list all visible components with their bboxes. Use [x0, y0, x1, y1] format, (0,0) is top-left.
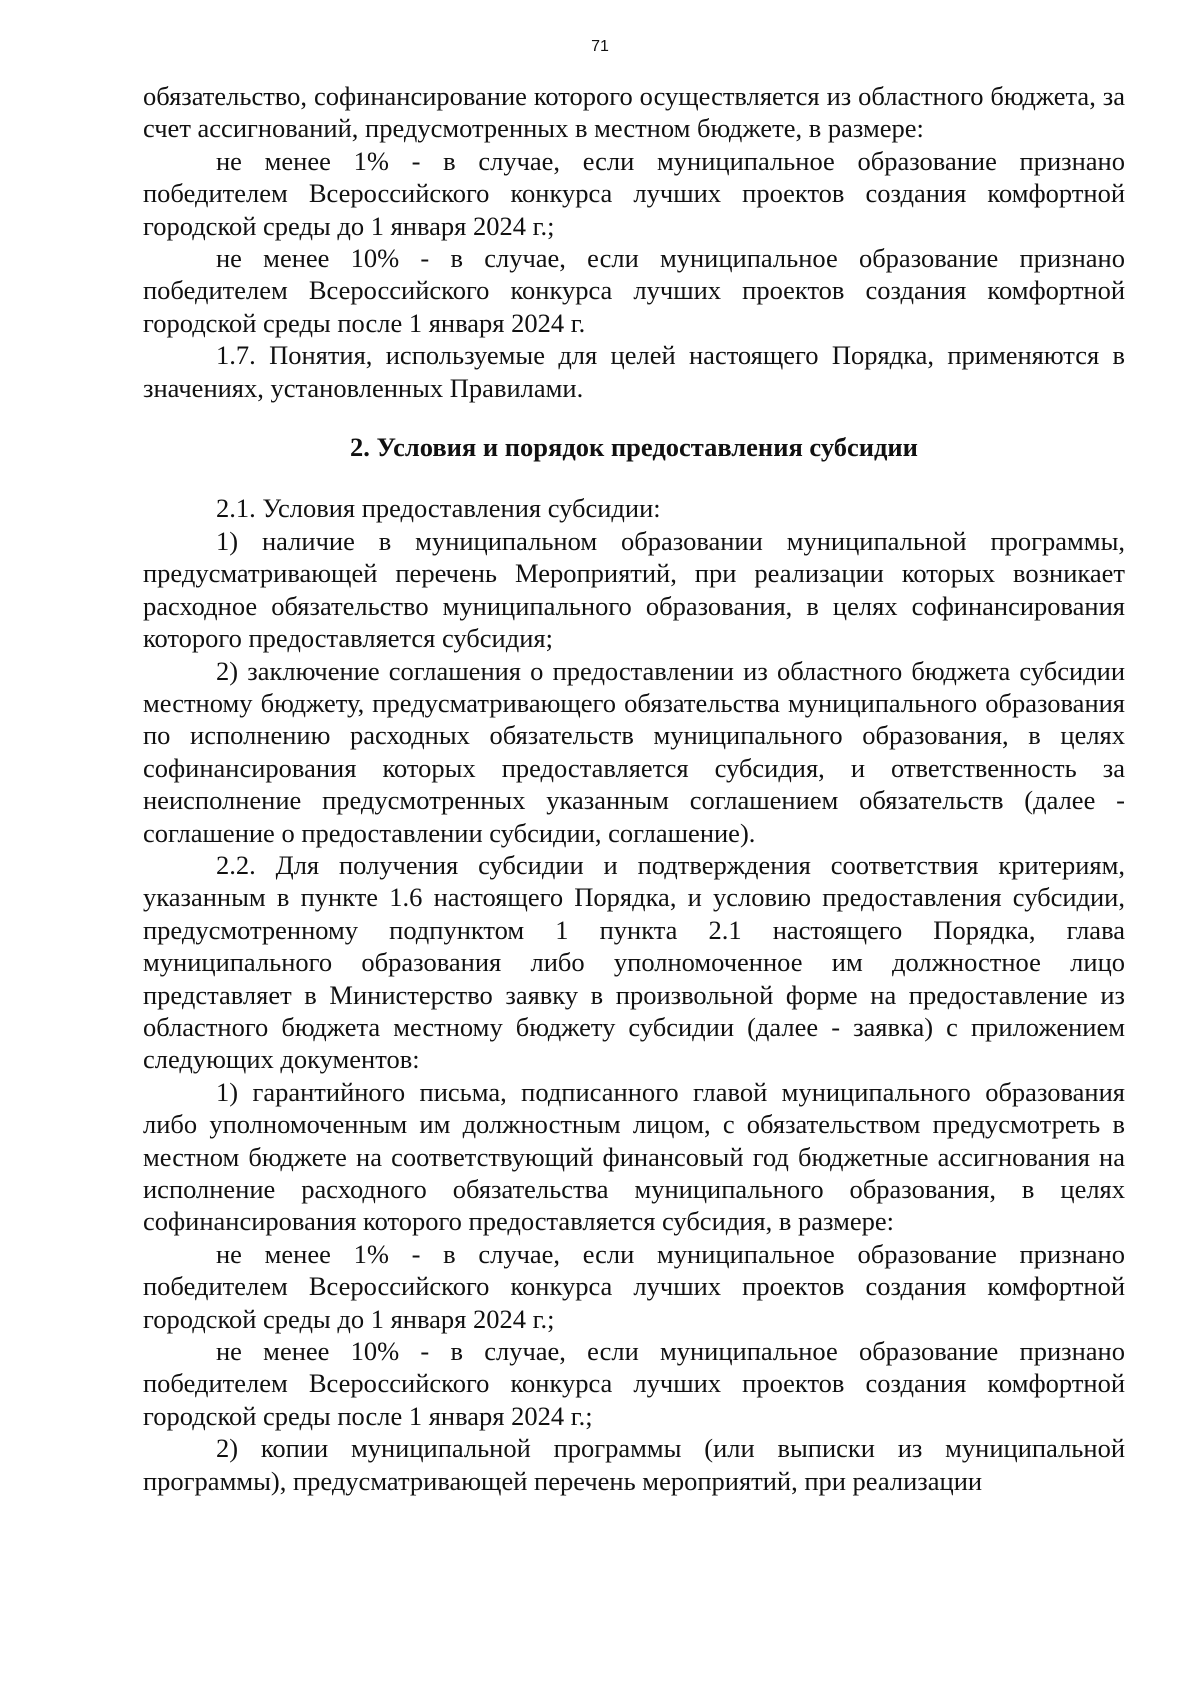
- paragraph: 1) наличие в муниципальном образовании муниципальной программы, предусматривающей перечень Мероприятий, при реализации которых возникает расходное обязательство муниципального образования, в целях софинансирования которого предоставляется субсидия;: [143, 525, 1125, 654]
- paragraph: не менее 10% - в случае, если муниципальное образование признано победителем Всероссийского конкурса лучших проектов создания комфортной городской среды после 1 января 2024 г.;: [143, 1336, 1125, 1431]
- document-body: [143, 80, 1125, 1497]
- section-heading: 2. Условия и порядок предоставления субсидии: [350, 432, 918, 463]
- paragraph: не менее 10% - в случае, если муниципальное образование признано победителем Всероссийского конкурса лучших проектов создания комфортной городской среды после 1 января 2024 г.: [143, 243, 1125, 338]
- paragraph: 2.2. Для получения субсидии и подтверждения соответствия критериям, указанным в пункте 1.6 настоящего Порядка, и условию предоставления субсидии, предусмотренному подпунктом 1 пункта 2.1 настоящего Порядка, глава муниципального образования либо уполномоченное им должностное лицо представляет в Министерство заявку в произвольной форме на предоставление из областного бюджета местному бюджету субсидии (далее - заявка) с приложением следующих документов:: [143, 849, 1125, 1075]
- paragraph: 1.7. Понятия, используемые для целей настоящего Порядка, применяются в значениях, установленных Правилами.: [143, 340, 1125, 403]
- paragraph: 2.1. Условия предоставления субсидии:: [216, 493, 661, 524]
- page-number: 71: [591, 38, 609, 55]
- paragraph: 1) гарантийного письма, подписанного главой муниципального образования либо уполномоченным им должностным лицом, с обязательством предусмотреть в местном бюджете на соответствующий финансовый год бюджетные ассигнования на исполнение расходного обязательства муниципального образования, в целях софинансирования которого предоставляется субсидия, в размере:: [143, 1076, 1125, 1237]
- paragraph: 2) заключение соглашения о предоставлении из областного бюджета субсидии местному бюджету, предусматривающего обязательства муниципального образования по исполнению расходных обязательств муниципального образования, в целях софинансирования которых предоставляется субсидия, и ответственность за неисполнение предусмотренных указанным соглашением обязательств (далее - соглашение о предоставлении субсидии, соглашение).: [143, 655, 1125, 848]
- paragraph: обязательство, софинансирование которого осуществляется из областного бюджета, за счет ассигнований, предусмотренных в местном бюджете, в размере:: [143, 81, 1125, 144]
- paragraph: 2) копии муниципальной программы (или выписки из муниципальной программы), предусматривающей перечень мероприятий, при реализации: [143, 1433, 1125, 1496]
- paragraph: не менее 1% - в случае, если муниципальное образование признано победителем Всероссийского конкурса лучших проектов создания комфортной городской среды до 1 января 2024 г.;: [143, 145, 1125, 241]
- paragraph: не менее 1% - в случае, если муниципальное образование признано победителем Всероссийского конкурса лучших проектов создания комфортной городской среды до 1 января 2024 г.;: [143, 1238, 1125, 1334]
